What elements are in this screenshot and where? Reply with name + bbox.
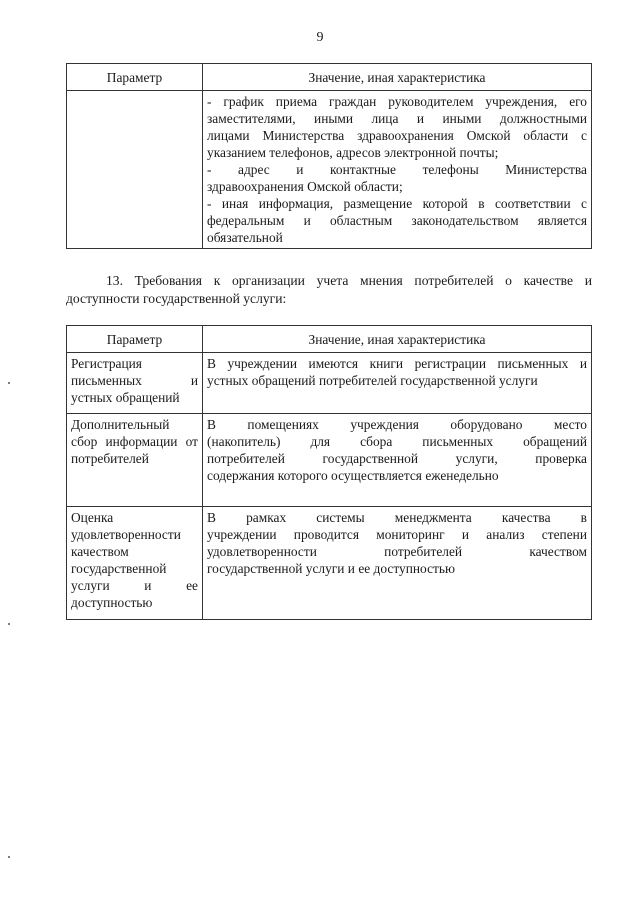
header-value: Значение, иная характеристика xyxy=(203,326,592,353)
table-header-row xyxy=(67,64,592,91)
header-param: Параметр xyxy=(67,64,203,91)
header-value: Значение, иная характеристика xyxy=(203,64,592,91)
page-number: 9 xyxy=(316,30,324,45)
value-line: В помещениях учреждения оборудовано место xyxy=(207,417,587,432)
param-line: услуги и ее xyxy=(71,578,198,593)
value-line: В учреждении имеются книги регистрации письменных и xyxy=(207,356,587,371)
value-line: указанием телефонов, адресов электронной почты; xyxy=(207,145,499,160)
value-line: здравоохранения Омской области; xyxy=(207,179,403,194)
param-line: Регистрация xyxy=(71,356,142,371)
param-line: Дополнительный xyxy=(71,417,170,432)
requirements-table xyxy=(66,325,592,620)
value-cell xyxy=(203,353,592,414)
value-line: (накопитель) для сбора письменных обращений xyxy=(207,434,587,449)
value-cell xyxy=(203,91,592,249)
value-line: - адрес и контактные телефоны Министерства xyxy=(207,162,587,177)
param-line: доступностью xyxy=(71,595,153,610)
table-row xyxy=(67,507,592,620)
table-header-row xyxy=(67,326,592,353)
param-line: устных обращений xyxy=(71,390,180,405)
value-cell xyxy=(203,507,592,620)
value-line: удовлетворенности потребителей качеством xyxy=(207,544,587,559)
table-row xyxy=(67,353,592,414)
value-line: - иная информация, размещение которой в соответствии с xyxy=(207,196,587,211)
param-line: качеством xyxy=(71,544,129,559)
value-line: содержания которого осуществляется еженедельно xyxy=(207,468,499,483)
param-cell xyxy=(67,91,203,249)
table-row xyxy=(67,91,592,249)
value-line: заместителями, иными лица и иными должностными xyxy=(207,111,587,126)
value-line: обязательной xyxy=(207,230,283,245)
table-row xyxy=(67,414,592,507)
param-line: потребителей xyxy=(71,451,149,466)
param-cell xyxy=(67,507,203,620)
param-cell xyxy=(67,414,203,507)
value-line: В рамках системы менеджмента качества в xyxy=(207,510,587,525)
section-13-paragraph: 13. Требования к организации учета мнения потребителей о качестве и доступности государственной услуги: xyxy=(66,273,592,306)
value-cell xyxy=(203,414,592,507)
param-cell xyxy=(67,353,203,414)
param-line: удовлетворенности xyxy=(71,527,181,542)
value-line: государственной услуги и ее доступностью xyxy=(207,561,455,576)
value-line: - график приема граждан руководителем учреждения, его xyxy=(207,94,587,109)
scan-margin-dot xyxy=(8,623,10,625)
value-line: потребителей государственной услуги, проверка xyxy=(207,451,587,466)
scan-margin-dot xyxy=(8,856,10,858)
header-param: Параметр xyxy=(67,326,203,353)
value-line: устных обращений потребителей государственной услуги xyxy=(207,373,538,388)
param-line: государственной xyxy=(71,561,167,576)
param-line: сбор информации от xyxy=(71,434,198,449)
table-continuation xyxy=(66,63,592,249)
value-line: федеральным и областным законодательством является xyxy=(207,213,587,228)
param-line: Оценка xyxy=(71,510,114,525)
value-line: лицами Министерства здравоохранения Омской области с xyxy=(207,128,587,143)
param-line: письменных и xyxy=(71,373,198,388)
value-line: учреждении проводится мониторинг и анализ степени xyxy=(207,527,587,542)
scan-margin-dot xyxy=(8,382,10,384)
